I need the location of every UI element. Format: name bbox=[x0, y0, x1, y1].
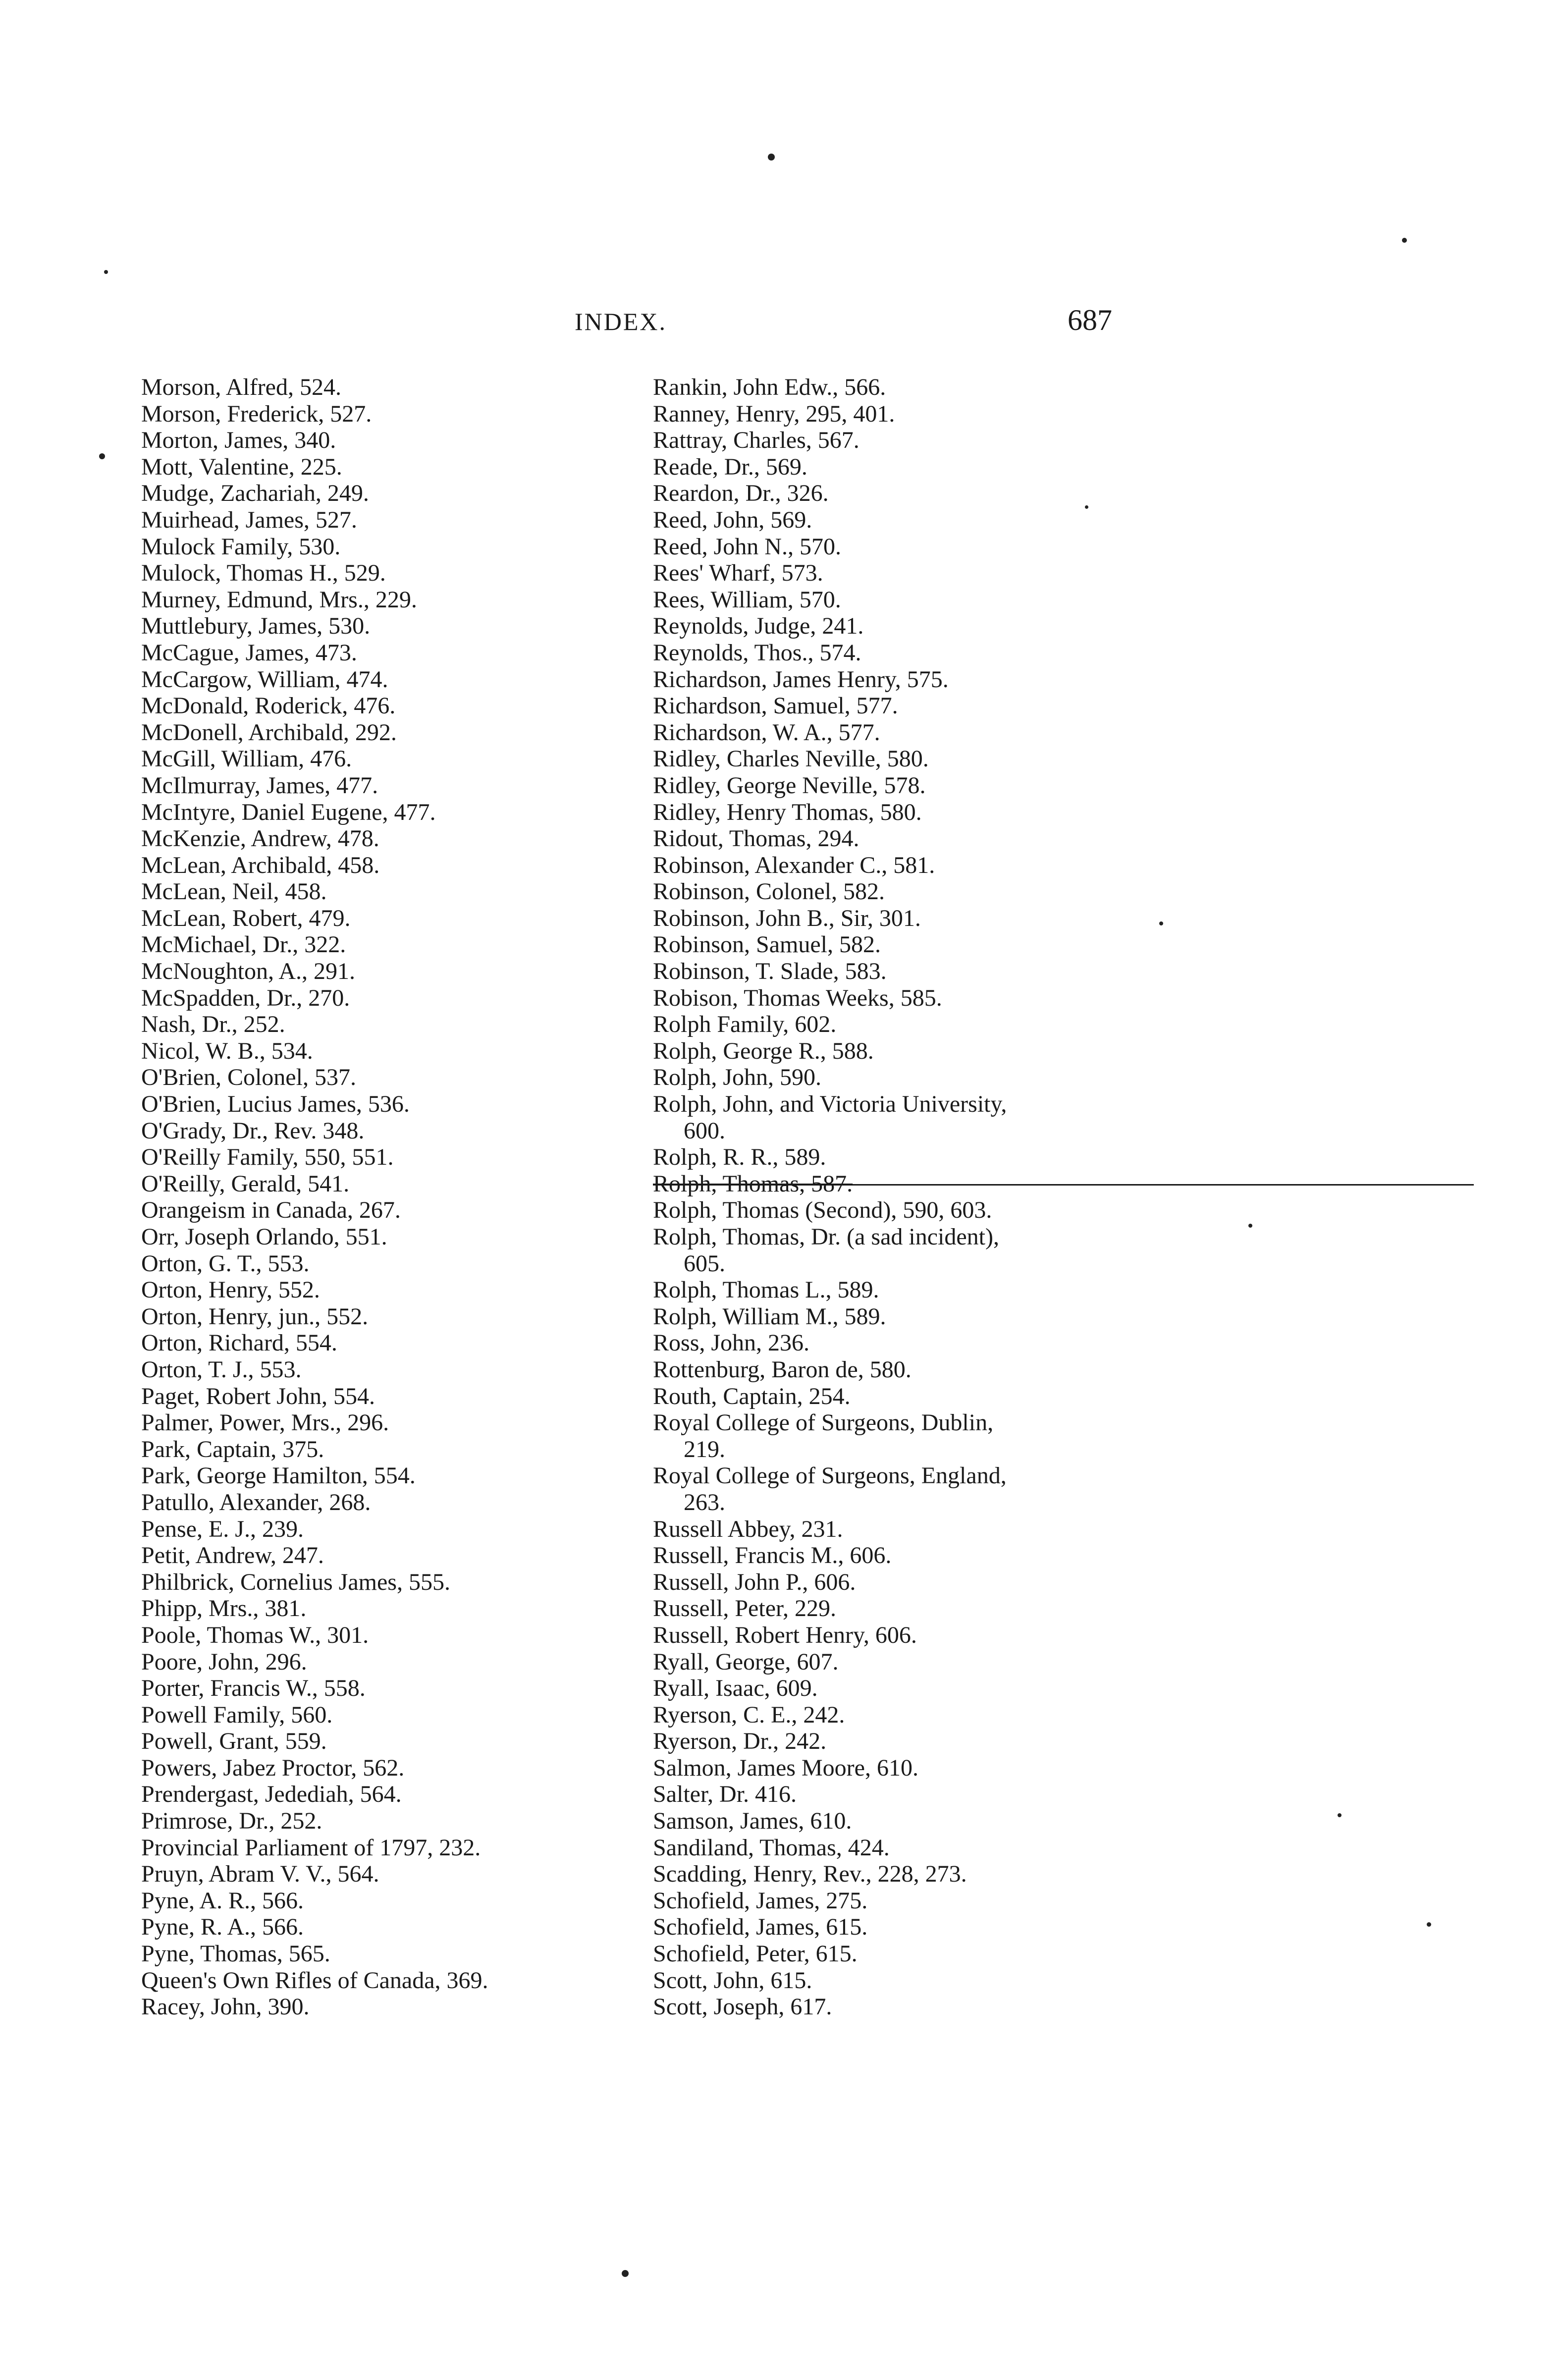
index-entry: Poore, John, 296. bbox=[141, 1648, 307, 1675]
index-entry: Ridley, Henry Thomas, 580. bbox=[653, 799, 922, 825]
index-entry: Scott, John, 615. bbox=[653, 1967, 812, 1994]
index-column-right bbox=[653, 374, 1178, 2020]
index-entry: Powers, Jabez Proctor, 562. bbox=[141, 1754, 405, 1781]
index-entry: McLean, Robert, 479. bbox=[141, 905, 351, 931]
index-entry: Muttlebury, James, 530. bbox=[141, 613, 371, 640]
index-entry: Pyne, R. A., 566. bbox=[141, 1914, 304, 1941]
index-entry: Pyne, Thomas, 565. bbox=[141, 1941, 330, 1967]
index-entry: O'Reilly, Gerald, 541. bbox=[141, 1170, 350, 1197]
index-entry: Russell, John P., 606. bbox=[653, 1569, 856, 1595]
index-entry: Orton, G. T., 553. bbox=[141, 1250, 310, 1277]
index-entry: Russell Abbey, 231. bbox=[653, 1515, 843, 1542]
index-entry: Samson, James, 610. bbox=[653, 1808, 852, 1835]
index-entry: McMichael, Dr., 322. bbox=[141, 931, 346, 958]
page-number: 687 bbox=[1068, 304, 1112, 336]
index-entry: Ryerson, C. E., 242. bbox=[653, 1701, 845, 1728]
index-entry: Richardson, W. A., 577. bbox=[653, 719, 880, 746]
index-entry: Rottenburg, Baron de, 580. bbox=[653, 1356, 912, 1383]
index-entry: McDonald, Roderick, 476. bbox=[141, 693, 396, 719]
index-entry: Reardon, Dr., 326. bbox=[653, 480, 829, 507]
scan-speck bbox=[104, 270, 108, 274]
index-entry: Robinson, Colonel, 582. bbox=[653, 878, 885, 905]
index-entry: Rolph, Thomas (Second), 590, 603. bbox=[653, 1197, 992, 1224]
scan-speck bbox=[1159, 921, 1163, 925]
index-entry: Ridley, Charles Neville, 580. bbox=[653, 746, 929, 772]
index-entry: Primrose, Dr., 252. bbox=[141, 1808, 322, 1835]
scan-speck bbox=[1427, 1922, 1431, 1927]
index-entry: Rankin, John Edw., 566. bbox=[653, 374, 886, 400]
index-entry: McKenzie, Andrew, 478. bbox=[141, 825, 379, 852]
index-entry: Rees' Wharf, 573. bbox=[653, 560, 823, 587]
index-entry-continuation: 263. bbox=[684, 1489, 725, 1515]
index-entry: Orton, Henry, 552. bbox=[141, 1277, 320, 1303]
index-entry: Reynolds, Judge, 241. bbox=[653, 613, 864, 640]
index-entry: Russell, Francis M., 606. bbox=[653, 1542, 892, 1569]
index-entry: Royal College of Surgeons, England, bbox=[653, 1462, 1007, 1489]
index-entry: McDonell, Archibald, 292. bbox=[141, 719, 397, 746]
index-entry: Rolph, William M., 589. bbox=[653, 1303, 886, 1330]
index-entry: Palmer, Power, Mrs., 296. bbox=[141, 1409, 389, 1436]
index-entry: Routh, Captain, 254. bbox=[653, 1383, 851, 1409]
scan-speck bbox=[1248, 1224, 1252, 1228]
index-entry: Scott, Joseph, 617. bbox=[653, 1994, 832, 2020]
index-entry: O'Brien, Lucius James, 536. bbox=[141, 1091, 410, 1118]
ink-rule-line bbox=[674, 1184, 1474, 1186]
index-entry: Robison, Thomas Weeks, 585. bbox=[653, 984, 942, 1011]
index-entry: McNoughton, A., 291. bbox=[141, 958, 355, 985]
index-entry: McLean, Neil, 458. bbox=[141, 878, 327, 905]
index-entry: McGill, William, 476. bbox=[141, 746, 352, 772]
index-entry: Powell, Grant, 559. bbox=[141, 1728, 327, 1755]
index-entry: Mulock Family, 530. bbox=[141, 533, 341, 560]
index-entry: McIntyre, Daniel Eugene, 477. bbox=[141, 799, 436, 825]
index-entry: Royal College of Surgeons, Dublin, bbox=[653, 1409, 994, 1436]
index-entry: Nash, Dr., 252. bbox=[141, 1011, 285, 1038]
index-entry: Morson, Alfred, 524. bbox=[141, 374, 341, 400]
running-head: INDEX. bbox=[575, 308, 667, 335]
index-entry: Robinson, Samuel, 582. bbox=[653, 931, 881, 958]
index-entry: Powell Family, 560. bbox=[141, 1701, 333, 1728]
index-column-left bbox=[141, 374, 637, 2020]
index-entry: McCague, James, 473. bbox=[141, 639, 357, 666]
index-entry: Mott, Valentine, 225. bbox=[141, 453, 342, 480]
scan-speck bbox=[1402, 238, 1407, 243]
index-entry: Orton, Richard, 554. bbox=[141, 1330, 337, 1356]
scan-speck bbox=[768, 154, 775, 161]
index-entry: Ryall, Isaac, 609. bbox=[653, 1675, 818, 1702]
index-entry: Rattray, Charles, 567. bbox=[653, 427, 859, 454]
index-entry: Muirhead, James, 527. bbox=[141, 506, 357, 533]
index-entry: Ross, John, 236. bbox=[653, 1330, 810, 1356]
index-entry: Ranney, Henry, 295, 401. bbox=[653, 400, 895, 427]
index-entry: Phipp, Mrs., 381. bbox=[141, 1595, 307, 1622]
index-entry: McLean, Archibald, 458. bbox=[141, 852, 380, 878]
index-entry: Ridley, George Neville, 578. bbox=[653, 772, 926, 799]
index-entry: Rolph, George R., 588. bbox=[653, 1037, 874, 1064]
scan-speck bbox=[1085, 505, 1088, 509]
index-entry: Orr, Joseph Orlando, 551. bbox=[141, 1224, 387, 1250]
index-entry: Schofield, James, 615. bbox=[653, 1914, 868, 1941]
scan-speck bbox=[1338, 1813, 1342, 1817]
scan-speck bbox=[622, 2270, 629, 2277]
index-entry: Provincial Parliament of 1797, 232. bbox=[141, 1834, 481, 1861]
index-entry: Pense, E. J., 239. bbox=[141, 1515, 304, 1542]
index-entry: Schofield, James, 275. bbox=[653, 1887, 868, 1914]
index-entry: Pruyn, Abram V. V., 564. bbox=[141, 1861, 379, 1888]
index-entry: Richardson, Samuel, 577. bbox=[653, 693, 898, 719]
index-entry: Richardson, James Henry, 575. bbox=[653, 666, 949, 693]
index-entry: Russell, Peter, 229. bbox=[653, 1595, 837, 1622]
index-entry: Poole, Thomas W., 301. bbox=[141, 1622, 369, 1648]
index-entry: Mulock, Thomas H., 529. bbox=[141, 560, 386, 587]
index-entry: Robinson, T. Slade, 583. bbox=[653, 958, 887, 985]
index-entry-struck: Rolph, Thomas, 587. bbox=[653, 1170, 853, 1197]
index-entry: Reynolds, Thos., 574. bbox=[653, 639, 861, 666]
index-entry: Salmon, James Moore, 610. bbox=[653, 1754, 918, 1781]
index-entry: Patullo, Alexander, 268. bbox=[141, 1489, 371, 1515]
index-entry: Morton, James, 340. bbox=[141, 427, 336, 454]
index-entry: O'Grady, Dr., Rev. 348. bbox=[141, 1117, 365, 1144]
index-entry: Rolph, John, and Victoria University, bbox=[653, 1091, 1007, 1118]
index-entry: Paget, Robert John, 554. bbox=[141, 1383, 375, 1409]
index-entry: Ridout, Thomas, 294. bbox=[653, 825, 859, 852]
index-entry: Philbrick, Cornelius James, 555. bbox=[141, 1569, 450, 1595]
index-entry: Murney, Edmund, Mrs., 229. bbox=[141, 586, 417, 613]
index-entry: Queen's Own Rifles of Canada, 369. bbox=[141, 1967, 488, 1994]
index-entry: Ryall, George, 607. bbox=[653, 1648, 839, 1675]
index-entry: Rolph, Thomas L., 589. bbox=[653, 1277, 879, 1303]
index-entry: Schofield, Peter, 615. bbox=[653, 1941, 858, 1967]
index-entry: Salter, Dr. 416. bbox=[653, 1781, 797, 1808]
index-entry: Ryerson, Dr., 242. bbox=[653, 1728, 827, 1755]
index-entry: Nicol, W. B., 534. bbox=[141, 1037, 313, 1064]
index-entry: Orangeism in Canada, 267. bbox=[141, 1197, 401, 1224]
index-entry: Orton, T. J., 553. bbox=[141, 1356, 302, 1383]
index-entry: McSpadden, Dr., 270. bbox=[141, 984, 350, 1011]
index-entry: Reed, John, 569. bbox=[653, 506, 812, 533]
index-entry: Park, George Hamilton, 554. bbox=[141, 1462, 416, 1489]
index-entry: Orton, Henry, jun., 552. bbox=[141, 1303, 369, 1330]
index-entry: Scadding, Henry, Rev., 228, 273. bbox=[653, 1861, 967, 1888]
index-entry: Park, Captain, 375. bbox=[141, 1436, 324, 1462]
index-entry: Morson, Frederick, 527. bbox=[141, 400, 372, 427]
index-entry: Reed, John N., 570. bbox=[653, 533, 841, 560]
index-entry: Porter, Francis W., 558. bbox=[141, 1675, 366, 1702]
index-entry: Pyne, A. R., 566. bbox=[141, 1887, 304, 1914]
index-entry-continuation: 600. bbox=[684, 1117, 725, 1144]
index-entry: Reade, Dr., 569. bbox=[653, 453, 807, 480]
scan-speck bbox=[99, 453, 105, 459]
index-entry: Robinson, Alexander C., 581. bbox=[653, 852, 935, 878]
index-entry: Rolph, R. R., 589. bbox=[653, 1144, 826, 1171]
index-entry: Rolph, Thomas, Dr. (a sad incident), bbox=[653, 1224, 999, 1250]
index-entry: Mudge, Zachariah, 249. bbox=[141, 480, 369, 507]
index-entry: O'Reilly Family, 550, 551. bbox=[141, 1144, 394, 1171]
index-entry-continuation: 219. bbox=[684, 1436, 725, 1462]
index-entry: Russell, Robert Henry, 606. bbox=[653, 1622, 917, 1648]
index-entry: Rolph, John, 590. bbox=[653, 1064, 822, 1091]
index-entry: Petit, Andrew, 247. bbox=[141, 1542, 324, 1569]
index-entry: Robinson, John B., Sir, 301. bbox=[653, 905, 921, 931]
index-entry: Sandiland, Thomas, 424. bbox=[653, 1834, 890, 1861]
index-entry-continuation: 605. bbox=[684, 1250, 725, 1277]
index-entry: McCargow, William, 474. bbox=[141, 666, 388, 693]
index-entry: Racey, John, 390. bbox=[141, 1994, 310, 2020]
index-entry: Prendergast, Jedediah, 564. bbox=[141, 1781, 402, 1808]
index-entry: O'Brien, Colonel, 537. bbox=[141, 1064, 356, 1091]
index-entry: McIlmurray, James, 477. bbox=[141, 772, 378, 799]
index-entry: Rolph Family, 602. bbox=[653, 1011, 837, 1038]
index-entry: Rees, William, 570. bbox=[653, 586, 841, 613]
